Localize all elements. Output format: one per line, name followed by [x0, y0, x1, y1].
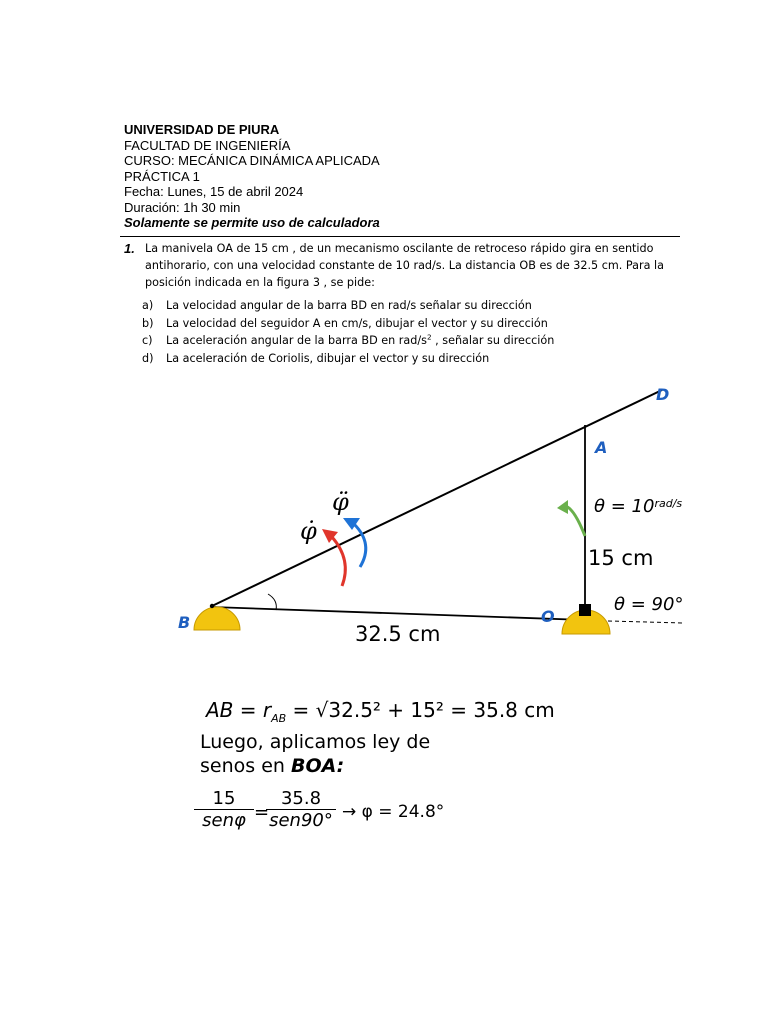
item-label: d) [142, 351, 154, 365]
result-phi: → φ = 24.8° [342, 802, 445, 822]
label-o: O [541, 607, 555, 626]
item-text: La velocidad del seguidor A en cm/s, dibujar el vector y su dirección [166, 316, 548, 330]
ob-length: 32.5 cm [355, 622, 441, 646]
item-label: a) [142, 299, 154, 312]
fraction-right: 35.8 sen90° [266, 788, 336, 831]
oa-length: 15 cm [588, 546, 654, 570]
item-label: b) [142, 316, 154, 330]
problem-text: La manivela OA de 15 cm , de un mecanismo oscilante de retroceso rápido gira en sentido antihorario, con una velocidad constante de 10 rad/s. La distancia OB es de 32.5 cm. Para la posición indicada en la figura 3 , se pide: [145, 242, 664, 289]
law-of-sines-line2: senos en BOA: [200, 755, 345, 777]
svg-text:θ = 10rad/s [594, 496, 682, 517]
list-item [142, 350, 554, 368]
item-text: La aceleración angular de la barra BD en rad/$s^2$ , señalar su dirección [166, 332, 555, 347]
calculator-note: Solamente se permite uso de calculadora [124, 215, 380, 230]
course-name: CURSO: MECÁNICA DINÁMICA APLICADA [124, 153, 380, 168]
list-item [142, 297, 554, 315]
theta-arrowhead [557, 500, 568, 514]
faculty-name: FACULTAD DE INGENIERÍA [124, 137, 291, 153]
theta-dot-label: θ = 10 [594, 496, 655, 517]
item-text: La velocidad angular de la barra BD en rad/s señalar su dirección [166, 299, 532, 312]
exam-header [124, 122, 684, 231]
exam-date: Fecha: Lunes, 15 de abril 2024 [124, 184, 304, 199]
theta-dot-unit: rad/s [654, 497, 683, 510]
practice-label: PRÁCTICA 1 [124, 168, 200, 184]
list-item [142, 332, 554, 350]
list-item [142, 315, 554, 333]
exam-duration: Duración: 1h 30 min [124, 199, 241, 215]
support-b [194, 607, 240, 630]
label-a: A [595, 438, 608, 457]
phi-dot-label: φ̇ [300, 517, 317, 545]
mechanism-diagram [0, 375, 768, 655]
header-divider [120, 236, 680, 237]
dashed-extension [608, 621, 684, 623]
law-of-sines-line1: Luego, aplicamos ley de [200, 731, 431, 753]
problem-statement [124, 240, 680, 291]
phi-ddot-label: φ̈ [332, 488, 349, 516]
ab-equation: AB = $r_{AB} = √32.5^2 + 15^2 = 35.8$ cm [206, 698, 555, 725]
theta-label: θ = 90° [614, 594, 684, 615]
law-of-sines-text [200, 730, 430, 778]
university-name: UNIVERSIDAD DE PIURA [124, 122, 280, 137]
fraction-left: 15 senφ [194, 788, 254, 831]
angle-arc [268, 594, 276, 610]
label-d: D [656, 385, 670, 404]
phi-ddot-arrow [354, 524, 366, 567]
item-label: c) [142, 334, 153, 347]
pin-b [210, 604, 214, 608]
item-text: La aceleración de Coriolis, dibujar el vector y su dirección [166, 351, 490, 365]
label-b: B [178, 613, 191, 632]
pin-o [579, 604, 591, 616]
problem-number: 1. [124, 241, 135, 256]
question-list [142, 297, 554, 367]
sine-law-equation: 15 senφ = 35.8 sen90° → φ = 24.8° [194, 788, 494, 848]
base-bo [212, 607, 585, 620]
phi-dot-arrow [332, 537, 345, 586]
